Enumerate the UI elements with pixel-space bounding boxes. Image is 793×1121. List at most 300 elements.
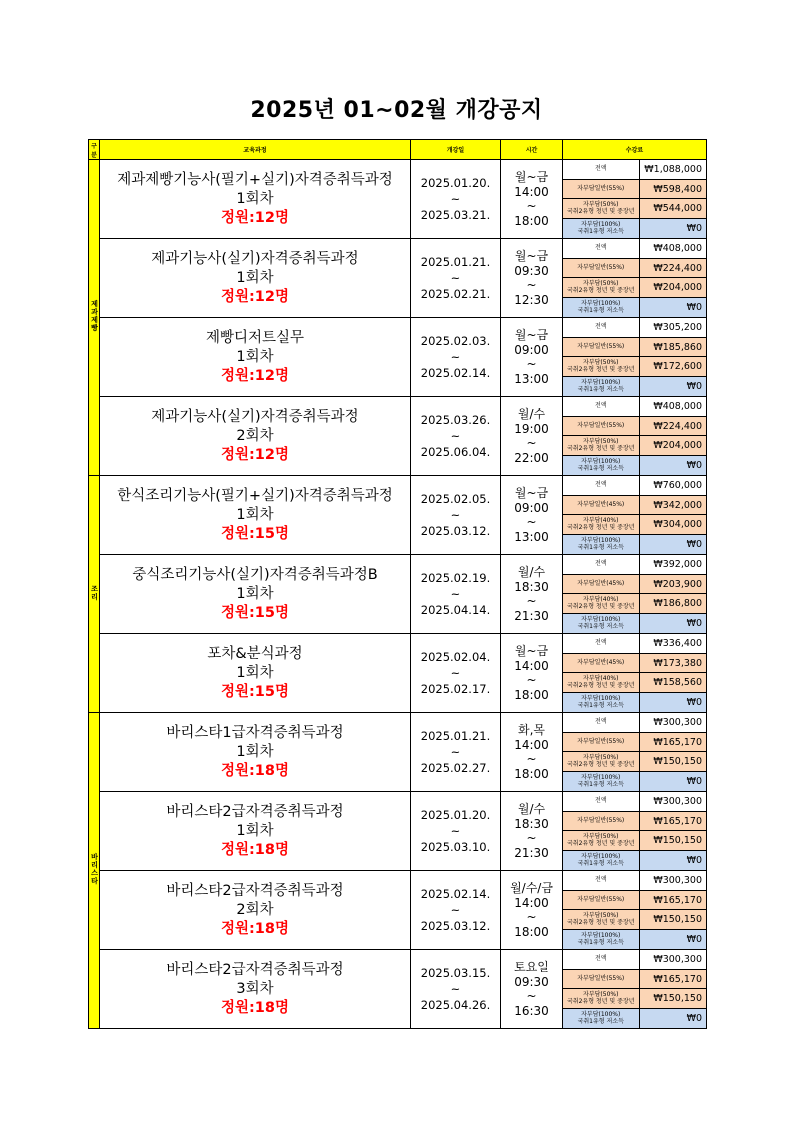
fee-label-zero-line1: 자부담(100%) <box>581 537 621 545</box>
fee-row-full <box>563 871 706 890</box>
course-round: 2회차 <box>236 901 274 918</box>
fee-label-youth-line2: 국취2유형 청년 및 중장년 <box>567 523 635 531</box>
end-date: 2025.02.14. <box>420 366 491 380</box>
start-time: 14:00 <box>514 737 549 752</box>
time-cell <box>501 555 563 634</box>
fee-label-zero <box>563 1009 639 1028</box>
fee-amount-zero: ₩0 <box>686 539 702 551</box>
fee-table <box>563 634 706 712</box>
fee-amount-youth: ₩172,600 <box>639 357 706 377</box>
class-days: 화,목 <box>518 723 545 737</box>
fee-label-full: 전액 <box>563 160 639 179</box>
fee-row-zero <box>563 377 706 396</box>
time-cell <box>501 239 563 318</box>
course-capacity: 정원:12명 <box>221 446 289 463</box>
fee-amount-general: ₩185,860 <box>639 337 706 357</box>
fee-amount-general: ₩224,400 <box>639 258 706 278</box>
fee-row-youth <box>563 357 706 377</box>
fee-amount-full: ₩300,300 <box>639 871 706 890</box>
start-time: 09:30 <box>514 974 549 989</box>
fee-label-zero <box>563 456 639 475</box>
fee-row-zero <box>563 930 706 949</box>
start-time: 14:00 <box>514 658 549 673</box>
fee-label-youth <box>563 357 639 377</box>
fee-table <box>563 318 706 396</box>
period-cell <box>411 555 501 634</box>
period-cell <box>411 476 501 555</box>
course-capacity: 정원:18명 <box>221 762 289 779</box>
fee-label-zero-line1: 자부담(100%) <box>581 379 621 387</box>
fee-label-full: 전액 <box>563 555 639 574</box>
fee-table <box>563 792 706 870</box>
fee-label-zero <box>563 298 639 317</box>
course-capacity: 정원:18명 <box>221 841 289 858</box>
start-date: 2025.02.05. <box>420 492 491 506</box>
fee-label-youth-line1: 자부담(50%) <box>583 438 619 446</box>
fee-label-full: 전액 <box>563 871 639 890</box>
fee-label-full: 전액 <box>563 476 639 495</box>
fee-amount-general: ₩165,170 <box>639 732 706 752</box>
course-name: 제과기능사(실기)자격증취득과정 <box>151 250 359 267</box>
period-tilde: ~ <box>450 271 461 285</box>
period-cell <box>411 397 501 476</box>
fee-label-zero-line1: 자부담(100%) <box>581 695 621 703</box>
fee-table <box>563 476 706 554</box>
class-days: 월~금 <box>514 486 549 500</box>
fee-cell <box>563 239 707 318</box>
end-date: 2025.03.10. <box>420 840 491 854</box>
fee-row-zero <box>563 1009 706 1028</box>
fee-row-youth <box>563 752 706 772</box>
fee-row-full <box>563 397 706 416</box>
course-table <box>88 139 707 1029</box>
fee-row-general <box>563 969 706 989</box>
fee-label-youth-line2: 국취2유형 청년 및 중장년 <box>567 760 635 768</box>
category-cell <box>89 160 100 476</box>
fee-row-youth <box>563 515 706 535</box>
fee-label-zero-line2: 국취1유형 저소득 <box>577 385 624 393</box>
course-name: 바리스타2급자격증취득과정 <box>166 882 344 899</box>
course-row <box>89 634 707 713</box>
fee-amount-full: ₩336,400 <box>639 634 706 653</box>
end-time: 21:30 <box>514 608 549 623</box>
course-cell <box>100 871 411 950</box>
period-tilde: ~ <box>450 824 461 838</box>
fee-label-zero-line1: 자부담(100%) <box>581 616 621 624</box>
fee-cell <box>563 397 707 476</box>
class-days: 월/수/금 <box>510 881 553 895</box>
period-tilde: ~ <box>450 508 461 522</box>
category-cell <box>89 713 100 1029</box>
fee-label-zero-line2: 국취1유형 저소득 <box>577 543 624 551</box>
fee-label-zero-line2: 국취1유형 저소득 <box>577 780 624 788</box>
period-cell <box>411 792 501 871</box>
header-fee: 수강료 <box>563 140 707 160</box>
fee-row-youth <box>563 199 706 219</box>
fee-label-general: 자부담일반(45%) <box>563 495 639 515</box>
fee-row-full <box>563 950 706 969</box>
fee-amount-zero: ₩0 <box>686 855 702 867</box>
fee-label-youth-line1: 자부담(50%) <box>583 201 619 209</box>
fee-label-youth-line2: 국취2유형 청년 및 중장년 <box>567 602 635 610</box>
time-cell <box>501 160 563 239</box>
fee-label-zero <box>563 535 639 554</box>
start-time: 09:30 <box>514 263 549 278</box>
fee-row-full <box>563 713 706 732</box>
fee-row-youth <box>563 436 706 456</box>
fee-row-zero <box>563 851 706 870</box>
fee-label-zero-line1: 자부담(100%) <box>581 932 621 940</box>
course-cell <box>100 239 411 318</box>
course-cell <box>100 713 411 792</box>
fee-label-zero <box>563 930 639 949</box>
fee-row-full <box>563 476 706 495</box>
time-tilde: ~ <box>526 357 537 371</box>
fee-amount-youth: ₩186,800 <box>639 594 706 614</box>
end-date: 2025.03.12. <box>420 919 491 933</box>
fee-row-full <box>563 160 706 179</box>
start-date: 2025.02.19. <box>420 571 491 585</box>
fee-label-youth <box>563 199 639 219</box>
fee-amount-general: ₩165,170 <box>639 890 706 910</box>
fee-amount-zero: ₩0 <box>686 697 702 709</box>
class-days: 토요일 <box>514 960 549 974</box>
course-row <box>89 871 707 950</box>
course-cell <box>100 160 411 239</box>
table-header-row <box>89 140 707 160</box>
end-date: 2025.03.21. <box>420 208 491 222</box>
start-date: 2025.01.20. <box>420 176 491 190</box>
time-cell <box>501 318 563 397</box>
fee-label-youth <box>563 594 639 614</box>
fee-label-full: 전액 <box>563 397 639 416</box>
fee-row-full <box>563 318 706 337</box>
time-cell <box>501 871 563 950</box>
time-cell <box>501 950 563 1029</box>
fee-label-youth <box>563 989 639 1009</box>
fee-label-youth-line1: 자부담(50%) <box>583 833 619 841</box>
fee-label-youth-line2: 국취2유형 청년 및 중장년 <box>567 918 635 926</box>
start-date: 2025.01.21. <box>420 255 491 269</box>
fee-row-full <box>563 792 706 811</box>
fee-row-zero <box>563 298 706 317</box>
fee-label-youth-line2: 국취2유형 청년 및 중장년 <box>567 444 635 452</box>
fee-amount-general: ₩224,400 <box>639 416 706 436</box>
start-date: 2025.01.21. <box>420 729 491 743</box>
table-body <box>89 160 707 1029</box>
fee-label-youth <box>563 910 639 930</box>
fee-label-zero-line2: 국취1유형 저소득 <box>577 464 624 472</box>
fee-label-general: 자부담일반(45%) <box>563 653 639 673</box>
fee-row-zero <box>563 219 706 238</box>
fee-cell <box>563 950 707 1029</box>
fee-amount-youth: ₩150,150 <box>639 752 706 772</box>
course-cell <box>100 555 411 634</box>
fee-label-zero-line1: 자부담(100%) <box>581 853 621 861</box>
time-tilde: ~ <box>526 752 537 766</box>
course-row <box>89 792 707 871</box>
category-cell <box>89 476 100 713</box>
time-cell <box>501 397 563 476</box>
fee-label-full: 전액 <box>563 634 639 653</box>
time-tilde: ~ <box>526 199 537 213</box>
fee-row-full <box>563 555 706 574</box>
start-time: 18:30 <box>514 579 549 594</box>
fee-label-full: 전액 <box>563 318 639 337</box>
fee-amount-zero: ₩0 <box>686 460 702 472</box>
fee-amount-youth: ₩150,150 <box>639 831 706 851</box>
fee-label-youth-line2: 국취2유형 청년 및 중장년 <box>567 839 635 847</box>
fee-amount-full: ₩392,000 <box>639 555 706 574</box>
header-category: 구분 <box>89 140 100 160</box>
fee-row-youth <box>563 910 706 930</box>
fee-cell <box>563 634 707 713</box>
start-date: 2025.02.03. <box>420 334 491 348</box>
period-tilde: ~ <box>450 350 461 364</box>
fee-row-zero <box>563 693 706 712</box>
fee-row-general <box>563 574 706 594</box>
fee-label-youth <box>563 752 639 772</box>
fee-cell <box>563 160 707 239</box>
fee-label-youth-line2: 국취2유형 청년 및 중장년 <box>567 365 635 373</box>
course-round: 1회차 <box>236 822 274 839</box>
fee-label-zero-line2: 국취1유형 저소득 <box>577 859 624 867</box>
time-tilde: ~ <box>526 673 537 687</box>
fee-label-youth-line1: 자부담(40%) <box>583 517 619 525</box>
course-cell <box>100 318 411 397</box>
fee-amount-zero: ₩0 <box>686 776 702 788</box>
end-time: 13:00 <box>514 529 549 544</box>
fee-row-general <box>563 653 706 673</box>
fee-label-youth-line1: 자부담(50%) <box>583 359 619 367</box>
class-days: 월~금 <box>514 328 549 342</box>
fee-amount-youth: ₩204,000 <box>639 436 706 456</box>
fee-label-youth <box>563 831 639 851</box>
fee-amount-zero: ₩0 <box>686 302 702 314</box>
fee-row-youth <box>563 594 706 614</box>
time-cell <box>501 476 563 555</box>
start-date: 2025.02.04. <box>420 650 491 664</box>
fee-amount-full: ₩408,000 <box>639 239 706 258</box>
fee-label-youth <box>563 436 639 456</box>
course-capacity: 정원:12명 <box>221 288 289 305</box>
course-row <box>89 160 707 239</box>
end-date: 2025.04.26. <box>420 998 491 1012</box>
fee-row-general <box>563 732 706 752</box>
start-date: 2025.01.20. <box>420 808 491 822</box>
start-time: 18:30 <box>514 816 549 831</box>
class-days: 월/수 <box>517 407 546 421</box>
fee-row-general <box>563 811 706 831</box>
course-capacity: 정원:15명 <box>221 604 289 621</box>
end-time: 18:00 <box>514 766 549 781</box>
fee-amount-general: ₩165,170 <box>639 969 706 989</box>
fee-row-general <box>563 890 706 910</box>
course-name: 중식조리기능사(실기)자격증취득과정B <box>132 566 378 583</box>
end-date: 2025.03.12. <box>420 524 491 538</box>
fee-row-general <box>563 179 706 199</box>
fee-table <box>563 713 706 791</box>
fee-label-general: 자부담일반(55%) <box>563 416 639 436</box>
fee-amount-full: ₩305,200 <box>639 318 706 337</box>
fee-table <box>563 239 706 317</box>
fee-label-youth <box>563 278 639 298</box>
fee-table <box>563 397 706 475</box>
fee-amount-general: ₩598,400 <box>639 179 706 199</box>
fee-label-general: 자부담일반(55%) <box>563 258 639 278</box>
header-course: 교육과정 <box>100 140 411 160</box>
end-time: 18:00 <box>514 213 549 228</box>
course-name: 제빵디저트실무 <box>205 329 305 346</box>
fee-amount-youth: ₩304,000 <box>639 515 706 535</box>
period-cell <box>411 318 501 397</box>
fee-row-general <box>563 416 706 436</box>
period-tilde: ~ <box>450 429 461 443</box>
course-row <box>89 950 707 1029</box>
end-time: 12:30 <box>514 292 549 307</box>
start-time: 14:00 <box>514 184 549 199</box>
fee-label-general: 자부담일반(55%) <box>563 337 639 357</box>
fee-cell <box>563 476 707 555</box>
fee-label-zero-line1: 자부담(100%) <box>581 1011 621 1019</box>
fee-label-zero-line2: 국취1유형 저소득 <box>577 938 624 946</box>
end-date: 2025.04.14. <box>420 603 491 617</box>
course-cell <box>100 950 411 1029</box>
fee-amount-general: ₩165,170 <box>639 811 706 831</box>
course-name: 제과기능사(실기)자격증취득과정 <box>151 408 359 425</box>
period-cell <box>411 871 501 950</box>
end-time: 22:00 <box>514 450 549 465</box>
end-date: 2025.06.04. <box>420 445 491 459</box>
fee-label-general: 자부담일반(55%) <box>563 732 639 752</box>
fee-label-zero-line1: 자부담(100%) <box>581 221 621 229</box>
end-time: 18:00 <box>514 924 549 939</box>
fee-amount-full: ₩300,300 <box>639 713 706 732</box>
fee-amount-zero: ₩0 <box>686 618 702 630</box>
time-tilde: ~ <box>526 910 537 924</box>
fee-amount-youth: ₩150,150 <box>639 910 706 930</box>
course-name: 바리스타2급자격증취득과정 <box>166 803 344 820</box>
start-time: 14:00 <box>514 895 549 910</box>
page-title: 2025년 01~02월 개강공지 <box>250 98 543 123</box>
course-row <box>89 397 707 476</box>
fee-amount-full: ₩300,300 <box>639 950 706 969</box>
fee-amount-zero: ₩0 <box>686 223 702 235</box>
period-cell <box>411 239 501 318</box>
course-name: 제과제빵기능사(필기+실기)자격증취득과정 <box>117 171 393 188</box>
fee-label-zero-line2: 국취1유형 저소득 <box>577 1017 624 1025</box>
fee-row-zero <box>563 535 706 554</box>
period-cell <box>411 950 501 1029</box>
course-capacity: 정원:12명 <box>221 209 289 226</box>
fee-row-zero <box>563 772 706 791</box>
course-round: 2회차 <box>236 427 274 444</box>
class-days: 월~금 <box>514 170 549 184</box>
fee-amount-general: ₩173,380 <box>639 653 706 673</box>
time-tilde: ~ <box>526 436 537 450</box>
fee-label-youth-line2: 국취2유형 청년 및 중장년 <box>567 997 635 1005</box>
time-tilde: ~ <box>526 989 537 1003</box>
fee-label-youth-line2: 국취2유형 청년 및 중장년 <box>567 681 635 689</box>
class-days: 월/수 <box>517 565 546 579</box>
fee-amount-full: ₩300,300 <box>639 792 706 811</box>
course-row <box>89 318 707 397</box>
end-date: 2025.02.27. <box>420 761 491 775</box>
start-time: 19:00 <box>514 421 549 436</box>
course-cell <box>100 397 411 476</box>
fee-amount-full: ₩408,000 <box>639 397 706 416</box>
fee-amount-full: ₩1,088,000 <box>639 160 706 179</box>
fee-cell <box>563 871 707 950</box>
class-days: 월/수 <box>517 802 546 816</box>
fee-label-zero-line2: 국취1유형 저소득 <box>577 306 624 314</box>
course-capacity: 정원:15명 <box>221 683 289 700</box>
fee-label-youth-line2: 국취2유형 청년 및 중장년 <box>567 286 635 294</box>
fee-label-full: 전액 <box>563 239 639 258</box>
fee-amount-zero: ₩0 <box>686 1013 702 1025</box>
fee-label-general: 자부담일반(55%) <box>563 179 639 199</box>
fee-amount-zero: ₩0 <box>686 381 702 393</box>
course-capacity: 정원:18명 <box>221 920 289 937</box>
fee-label-youth-line1: 자부담(50%) <box>583 754 619 762</box>
fee-row-zero <box>563 456 706 475</box>
period-cell <box>411 160 501 239</box>
course-row <box>89 555 707 634</box>
course-name: 포차&분식과정 <box>207 645 303 662</box>
course-round: 1회차 <box>236 585 274 602</box>
course-cell <box>100 792 411 871</box>
fee-label-zero <box>563 693 639 712</box>
time-tilde: ~ <box>526 594 537 608</box>
start-date: 2025.02.14. <box>420 887 491 901</box>
fee-label-general: 자부담일반(45%) <box>563 574 639 594</box>
period-tilde: ~ <box>450 192 461 206</box>
fee-table <box>563 555 706 633</box>
category-label: 조리 <box>90 584 99 601</box>
fee-label-general: 자부담일반(55%) <box>563 811 639 831</box>
course-round: 1회차 <box>236 506 274 523</box>
course-round: 1회차 <box>236 190 274 207</box>
end-date: 2025.02.21. <box>420 287 491 301</box>
fee-cell <box>563 792 707 871</box>
fee-amount-youth: ₩544,000 <box>639 199 706 219</box>
fee-amount-youth: ₩150,150 <box>639 989 706 1009</box>
course-row <box>89 239 707 318</box>
course-name: 바리스타2급자격증취득과정 <box>166 961 344 978</box>
fee-table <box>563 160 706 238</box>
course-cell <box>100 634 411 713</box>
fee-cell <box>563 713 707 792</box>
time-cell <box>501 713 563 792</box>
fee-label-youth-line1: 자부담(40%) <box>583 596 619 604</box>
time-cell <box>501 634 563 713</box>
class-days: 월~금 <box>514 249 549 263</box>
class-days: 월~금 <box>514 644 549 658</box>
fee-label-full: 전액 <box>563 950 639 969</box>
fee-label-youth-line1: 자부담(50%) <box>583 912 619 920</box>
fee-label-youth-line1: 자부담(40%) <box>583 675 619 683</box>
course-round: 1회차 <box>236 269 274 286</box>
course-round: 1회차 <box>236 664 274 681</box>
fee-row-general <box>563 495 706 515</box>
course-cell <box>100 476 411 555</box>
course-capacity: 정원:18명 <box>221 999 289 1016</box>
fee-label-general: 자부담일반(55%) <box>563 969 639 989</box>
fee-label-zero-line2: 국취1유형 저소득 <box>577 701 624 709</box>
category-label: 바리스타 <box>90 853 99 885</box>
end-time: 13:00 <box>514 371 549 386</box>
fee-row-full <box>563 634 706 653</box>
